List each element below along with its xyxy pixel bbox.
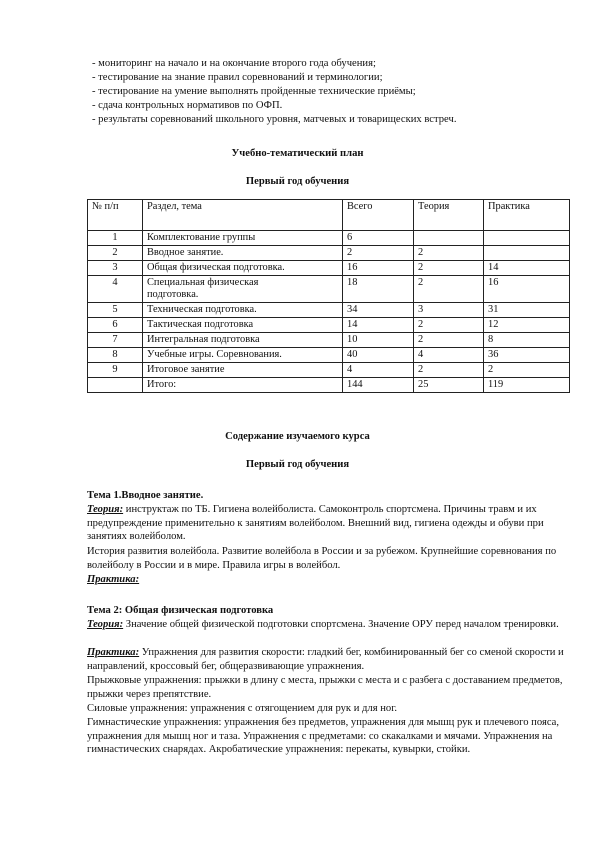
table-cell: 6 [343, 231, 414, 246]
table-cell [88, 378, 143, 393]
table-cell: 18 [343, 276, 414, 303]
topic1-theory [87, 503, 567, 544]
table-row [88, 363, 570, 378]
theory-text: Значение общей физической подготовки спортсмена. Значение ОРУ перед началом тренировки. [123, 619, 559, 630]
list-item: - тестирование на умение выполнять пройденные технические приёмы; [92, 86, 416, 97]
table-cell [414, 231, 484, 246]
table-cell: 2 [88, 246, 143, 261]
table-header-row [88, 200, 570, 231]
topic1-practice [87, 573, 567, 587]
list-item: - сдача контрольных нормативов по ОФП. [92, 100, 283, 111]
table-row [88, 246, 570, 261]
table-cell: 4 [88, 276, 143, 303]
table-cell [484, 231, 570, 246]
topic1-history: История развития волейбола. Развитие волейбола в России и за рубежом. Крупнейшие соревнования по волейболу в России и в мире. Правила игры в волейбол. [87, 546, 557, 571]
table-cell: Тактическая подготовка [143, 318, 343, 333]
header-cell: Раздел, тема [143, 200, 343, 231]
topic2-jumps: Прыжковые упражнения: прыжки в длину с места, прыжки с места и с разбега с доставанием предметов, прыжки через препятствие. [87, 675, 563, 700]
table-cell: 2 [414, 246, 484, 261]
table-cell: Интегральная подготовка [143, 333, 343, 348]
table-cell: Вводное занятие. [143, 246, 343, 261]
table-row [88, 276, 570, 303]
table-row [88, 231, 570, 246]
table-cell: 2 [414, 318, 484, 333]
practice-label: Практика: [87, 647, 140, 658]
topic2-gymnastics: Гимнастические упражнения: упражнения без предметов, упражнения для мышц рук и плечевого пояса, упражнения для мышц ног и таза. Упражнения с предметами: со скакалками и мячами. Упражнения на гимнастических снарядах. Акробатические упражнения: перекаты, кувырки, стойки. [87, 717, 560, 756]
plan-title: Учебно-тематический план [231, 148, 364, 159]
table-cell: 8 [88, 348, 143, 363]
table-cell: 6 [88, 318, 143, 333]
topic2-theory [87, 618, 567, 632]
header-cell: Практика [484, 200, 570, 231]
topic1-heading: Тема 1.Вводное занятие. [87, 490, 204, 501]
table-cell: 2 [414, 261, 484, 276]
table-cell: 14 [484, 261, 570, 276]
table-cell: 8 [484, 333, 570, 348]
plan-subtitle: Первый год обучения [245, 176, 350, 187]
table-cell: 25 [414, 378, 484, 393]
table-cell: 2 [414, 276, 484, 303]
list-item: - результаты соревнований школьного уровня, матчевых и товарищеских встреч. [92, 114, 457, 125]
plan-table [87, 199, 570, 393]
table-cell: 1 [88, 231, 143, 246]
table-cell: Итого: [143, 378, 343, 393]
table-cell: 5 [88, 303, 143, 318]
table-row [88, 333, 570, 348]
header-cell: Теория [414, 200, 484, 231]
practice-label: Практика: [87, 574, 140, 585]
table-cell: 2 [414, 333, 484, 348]
content-title: Содержание изучаемого курса [225, 431, 370, 442]
table-cell: 40 [343, 348, 414, 363]
table-cell: 4 [343, 363, 414, 378]
table-cell [484, 246, 570, 261]
table-row [88, 348, 570, 363]
table-cell: 4 [414, 348, 484, 363]
table-cell: 9 [88, 363, 143, 378]
table-cell: Комплектование группы [143, 231, 343, 246]
table-cell: Учебные игры. Соревнования. [143, 348, 343, 363]
table-cell: 16 [484, 276, 570, 303]
header-cell: Всего [343, 200, 414, 231]
header-cell: № п/п [88, 200, 143, 231]
list-item: - тестирование на знание правил соревнований и терминологии; [92, 72, 383, 83]
table-cell: 10 [343, 333, 414, 348]
table-cell: Специальная физическая подготовка. [143, 276, 343, 303]
table-cell: 31 [484, 303, 570, 318]
table-cell: 34 [343, 303, 414, 318]
list-item: - мониторинг на начало и на окончание второго года обучения; [92, 58, 376, 69]
table-row [88, 261, 570, 276]
table-cell: 12 [484, 318, 570, 333]
topic2-heading: Тема 2: Общая физическая подготовка [87, 605, 274, 616]
content-subtitle: Первый год обучения [245, 459, 350, 470]
theory-text: инструктаж по ТБ. Гигиена волейболиста. Самоконтроль спортсмена. Причины травм и их предупреждение применительно к занятиям волейболом. Внешний вид, гигиена одежды и обуви при занятиях волейболом. [87, 504, 544, 543]
table-cell: 7 [88, 333, 143, 348]
table-cell: 3 [88, 261, 143, 276]
table-cell: 3 [414, 303, 484, 318]
practice-text: Упражнения для развития скорости: гладкий бег, комбинированный бег со сменой скорости и направлений, кроссовый бег, общеразвивающие упражнения. [87, 647, 564, 672]
table-row [88, 303, 570, 318]
table-cell: Техническая подготовка. [143, 303, 343, 318]
table-cell: 144 [343, 378, 414, 393]
table-cell: 2 [343, 246, 414, 261]
theory-label: Теория: [87, 504, 124, 515]
table-cell: Итоговое занятие [143, 363, 343, 378]
table-cell: 14 [343, 318, 414, 333]
table-cell: Общая физическая подготовка. [143, 261, 343, 276]
table-cell: 2 [414, 363, 484, 378]
table-total-row [88, 378, 570, 393]
table-cell: 2 [484, 363, 570, 378]
table-row [88, 318, 570, 333]
theory-label: Теория: [87, 619, 124, 630]
table-cell: 119 [484, 378, 570, 393]
table-cell: 16 [343, 261, 414, 276]
topic2-strength: Силовые упражнения: упражнения с отягощением для рук и для ног. [87, 703, 397, 714]
table-cell: 36 [484, 348, 570, 363]
topic2-practice [87, 646, 567, 673]
